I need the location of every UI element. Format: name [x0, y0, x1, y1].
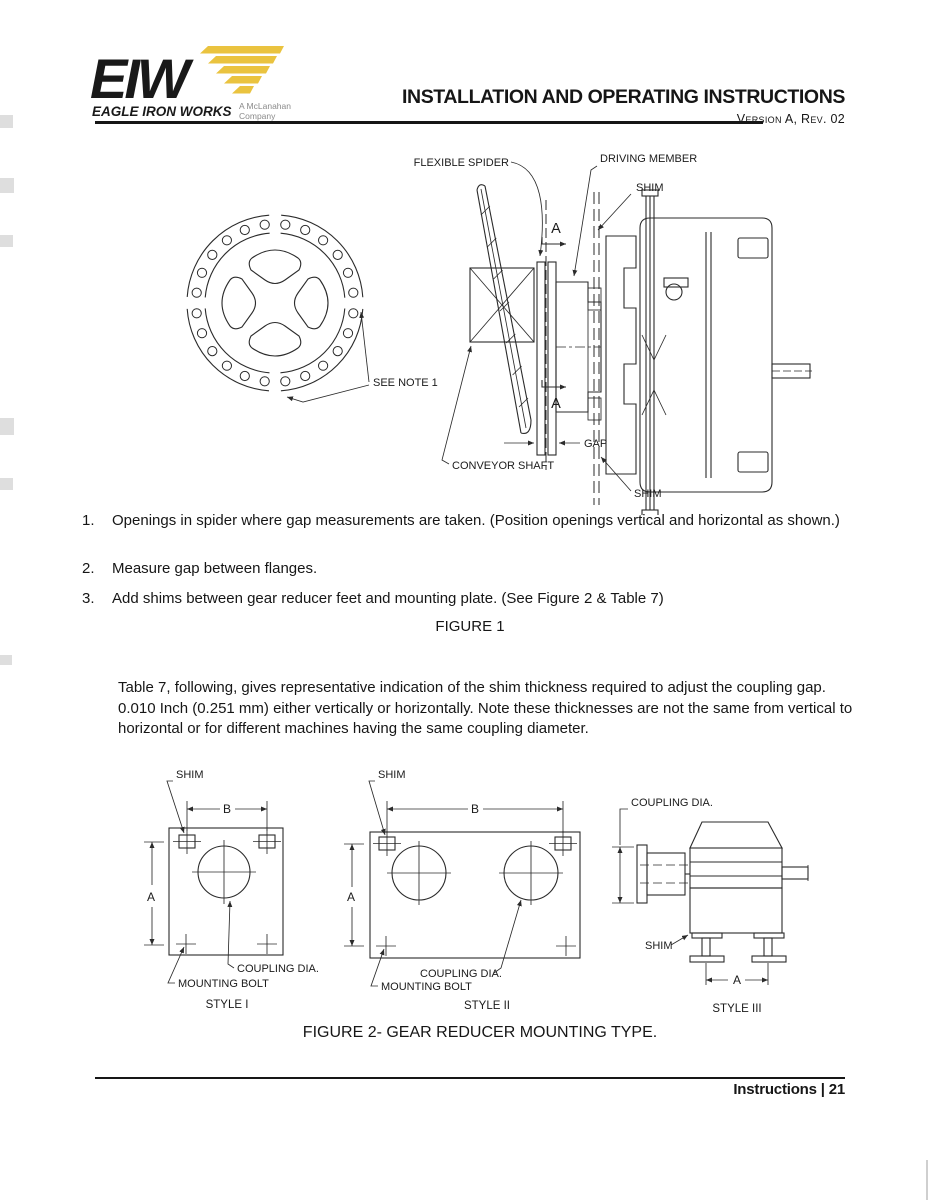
- style1-dim-b-label: B: [222, 802, 232, 816]
- shim-bottom-label: SHIM: [634, 488, 662, 500]
- see-note-label: SEE NOTE 1: [373, 377, 438, 389]
- style1-caption: STYLE I: [205, 999, 249, 1011]
- document-title: INSTALLATION AND OPERATING INSTRUCTIONS: [402, 86, 845, 108]
- style3-mounting-view: [612, 797, 808, 1015]
- style2-shim-label: SHIM: [378, 769, 406, 781]
- style1-coupling-label: COUPLING DIA.: [237, 963, 319, 975]
- style2-bolt-label: MOUNTING BOLT: [381, 981, 472, 993]
- blade-hatching: [481, 206, 528, 407]
- footer-rule: [95, 1077, 845, 1079]
- note-text: Add shims between gear reducer feet and mounting plate. (See Figure 2 & Table 7): [112, 590, 664, 607]
- style2-dim-a-label: A: [346, 890, 356, 904]
- note-number: 2.: [82, 560, 95, 577]
- shim-top-label: SHIM: [636, 182, 664, 194]
- coupling-side-view: [414, 157, 608, 472]
- conveyor-shaft-label: CONVEYOR SHAFT: [452, 460, 555, 472]
- eiw-logo: [88, 40, 308, 128]
- logo-acronym: EIW: [90, 47, 187, 110]
- figure2-caption: FIGURE 2- GEAR REDUCER MOUNTING TYPE.: [302, 1024, 658, 1041]
- logo-tagline-line1: A McLanahan: [239, 101, 291, 111]
- scan-edge-line: [926, 1160, 928, 1200]
- logo-wing-icon: [200, 46, 284, 94]
- note-item-3: [82, 589, 842, 609]
- note-item-2: [82, 559, 842, 579]
- table7-paragraph: Table 7, following, gives representative indication of the shim thickness required to adjust the coupling gap. 0.010 Inch (0.251 mm) either vertically or horizontally. Note these thicknesses are not the same from vertical to horizontal or for different machines having the same coupling diameter.: [118, 679, 853, 738]
- style2-caption: STYLE II: [463, 1000, 511, 1012]
- figure1-drawing: [0, 140, 930, 515]
- style1-dim-a-label: A: [146, 890, 156, 904]
- figure2-drawing: [0, 765, 930, 1020]
- scan-smudge: [0, 655, 12, 665]
- style2-coupling-label: COUPLING DIA.: [420, 968, 502, 980]
- style1-shim-label: SHIM: [176, 769, 204, 781]
- flexible-spider-label: FLEXIBLE SPIDER: [413, 157, 509, 169]
- section-a-top-label: A: [551, 221, 561, 237]
- driving-member-label: DRIVING MEMBER: [600, 153, 698, 165]
- version-label: Version A, Rev. 02: [736, 112, 845, 126]
- style3-dim-a-label: A: [732, 973, 742, 987]
- note-item-1: [82, 511, 842, 531]
- logo-company-name: EAGLE IRON WORKS: [92, 104, 232, 119]
- spider-front-view: [187, 215, 438, 402]
- style2-dim-b-label: B: [470, 802, 480, 816]
- style3-coupling-label: COUPLING DIA.: [631, 797, 713, 809]
- note-text: Openings in spider where gap measurements are taken. (Position openings vertical and horizontal as shown.): [112, 512, 840, 529]
- style3-caption: STYLE III: [712, 1003, 762, 1015]
- page-number-label: Instructions | 21: [733, 1081, 845, 1098]
- gap-label: GAP: [584, 438, 608, 450]
- figure1-caption: FIGURE 1: [435, 618, 505, 635]
- style2-mounting-view: [344, 769, 580, 1012]
- style1-mounting-view: [144, 769, 319, 1011]
- style1-bolt-label: MOUNTING BOLT: [178, 978, 269, 990]
- header-rule: [95, 121, 763, 124]
- scan-smudge: [0, 115, 13, 128]
- note-number: 1.: [82, 512, 95, 529]
- logo-tagline-line2: Company: [239, 111, 276, 121]
- note-number: 3.: [82, 590, 95, 607]
- style3-shim-label: SHIM: [645, 940, 673, 952]
- note-text: Measure gap between flanges.: [112, 560, 318, 577]
- driving-member-view: [574, 153, 812, 515]
- section-a-bottom-label: A: [551, 396, 561, 412]
- spider-bolt-holes: [192, 220, 358, 386]
